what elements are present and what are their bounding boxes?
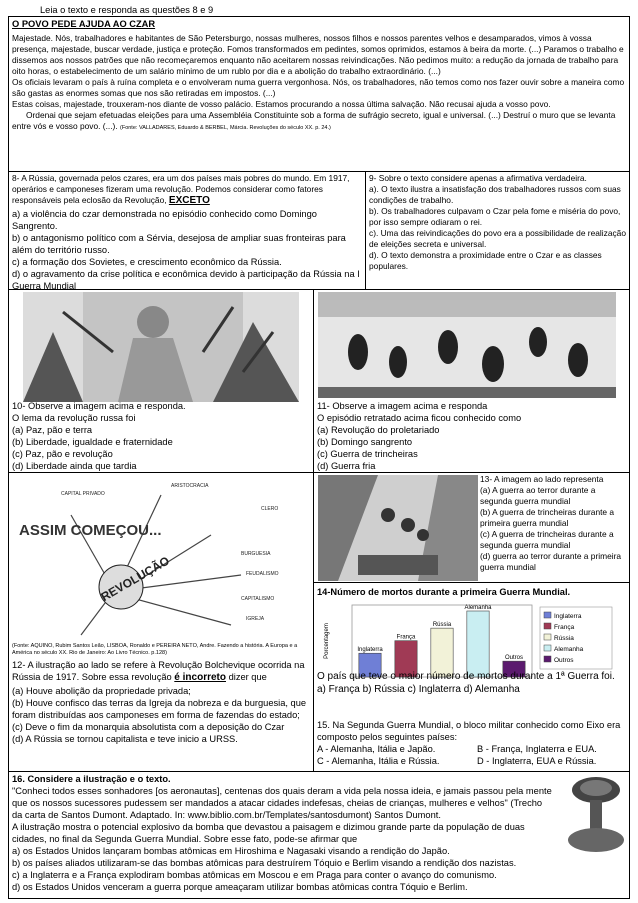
bar-alemanha [467, 611, 489, 677]
legend-label-alemanha: Alemanha [554, 646, 584, 653]
q10-option-d: (d) Liberdade ainda que tardia [12, 461, 137, 471]
cartoon-label-clero: CLERO [261, 506, 279, 512]
text-title: O POVO PEDE AJUDA AO CZAR [12, 19, 156, 29]
cartoon-title: ASSIM COMEÇOU... [19, 522, 162, 539]
q14-question: O país que teve o maior número de mortos durante a 1ª Guerra foi. [317, 671, 615, 682]
q12-option-d: (d) A Rússia se tornou capitalista e teve inicio a URSS. [12, 733, 238, 744]
cartoon-label-aristocracia: ARISTOCRACIA [171, 483, 209, 489]
q11-stem: 11- Observe a imagem acima e responda [317, 401, 488, 411]
legend-swatch-frança [544, 623, 551, 629]
cartoon-label-igreja: IGREJA [246, 616, 265, 622]
bar-label-alemanha: Alemanha [464, 605, 492, 611]
bar-label-rússia: Rússia [432, 622, 452, 629]
q16-statement: A ilustração mostra o potencial explosivo da bomba que devastou a paisagem e dizimou grande parte da população de duas cidades, no final da Segunda Guerra Mundial. Sobre esse fato, pode-se afirmar que [12, 822, 525, 844]
text-paragraph-1: Majestade. Nós, trabalhadores e habitantes de São Petersburgo, nossas mulheres, nossos filhos e nossos parentes velhos e desamparados, vimos à vossa presença, majestade, buscar verdade, justiça e proteção. Fomos transformados em pedintes, somos oprimidos, estamos à beira da morte. (...) Paramos o trabalho e dissemos aos nossos patrões que não recomeçaremos enquanto não aceitarem nossas reivindicações. Não pedimos muito: a redução da jornada de trabalho para oito horas, o estabelecimento de um salário mínimo de um rublo por dia e a abolição do trabalho extraordinário. (...) [12, 33, 624, 76]
q14-options: a) França b) Rússia c) Inglaterra d) Alemanha [317, 683, 520, 695]
q10-box [8, 289, 314, 473]
q9-stem: 9- Sobre o texto considere apenas a afirmativa verdadeira. [369, 173, 587, 183]
text-block [8, 16, 630, 172]
q13-box [313, 472, 630, 583]
text-source: (Fonte: VALLADARES, Eduardo & BERBEL, Márcia. Revoluções do século XX. p. 24.) [120, 125, 331, 131]
cartoon-label-feudalismo: FEUDALISMO [246, 571, 279, 577]
text-paragraph-3: Estas coisas, majestade, trouxeram-nos diante de vosso palácio. Estamos procurando a nossa última salvação. Não recusai ajuda a vosso povo. [12, 99, 551, 109]
q10-stem: 10- Observe a imagem acima e responda. [12, 401, 186, 411]
q9-option-c: c). Uma das reivindicações do povo era a possibilidade de realização de eleições secreta e universal. [369, 228, 626, 249]
q11-box [313, 289, 630, 473]
q8-box [8, 171, 366, 290]
legend-label-inglaterra: Inglaterra [554, 613, 582, 620]
bar-label-frança: França [396, 634, 416, 641]
bar-label-inglaterra: Inglaterra [357, 647, 383, 654]
q13-option-b: (b) A guerra de trincheiras durante a primeira guerra mundial [480, 507, 615, 528]
q13-stem: 13- A imagem ao lado representa [480, 474, 604, 484]
page-header: Leia o texto e responda as questões 8 e 9 [40, 5, 214, 15]
q8-stem: 8- A Rússia, governada pelos czares, era um dos países mais pobres do mundo. Em 1917, operários e camponeses fizeram uma revolução. Podemos considerar como fatores responsáveis pela eclosão da Revolução, EXCETO [12, 173, 350, 206]
cartoon-label-burguesia: BURGUESIA [241, 551, 271, 557]
cartoon-label-capitalismo: CAPITALISMO [241, 596, 275, 602]
q12-option-b: (b) Houve confisco das terras da Igreja da nobreza e da burguesia, que foram distribuídas aos camponeses em forma de fazendas do estado; [12, 697, 307, 720]
q16-option-c: c) a Inglaterra e a França explodiram bombas atômicas em Moscou e em Praga para conter o avanço do comunismo. [12, 870, 497, 880]
revolution-cartoon [11, 475, 311, 643]
q16-option-d: d) os Estados Unidos venceram a guerra porque ameaçaram utilizar bombas atômicas contra Tóquio e Berlim. [12, 882, 468, 892]
y-axis-label: Porcentagem [324, 623, 330, 659]
q16-box [8, 771, 630, 899]
q8-option-c: c) a formação dos Sovietes, e crescimento econômico da Rússia. [12, 256, 282, 267]
q10-option-a: (a) Paz, pão e terra [12, 425, 93, 435]
q12-option-a: (a) Houve abolição da propriedade privada; [12, 685, 191, 696]
q14-title: 14-Número de mortos durante a primeira Guerra Mundial. [317, 587, 571, 597]
legend-label-frança: França [554, 624, 575, 631]
q15-option-c: C - Alemanha, Itália e Rússia. [317, 756, 440, 766]
q8-keyword: EXCETO [168, 195, 210, 206]
text-paragraph-2: Os oficiais levaram o país à ruína completa e o envolveram numa guerra vergonhosa. Nós, os trabalhadores, não temos como nos fazer ouvir sobre a maneira como são gastas as enormes somas que nos são retiradas em impostos. (...) [12, 77, 625, 98]
q9-option-d: d). O texto demonstra a proximidade entre o Czar e as classes populares. [369, 250, 602, 271]
q11-option-c: (c) Guerra de trincheiras [317, 449, 418, 459]
q9-option-a: a). O texto ilustra a insatisfação dos trabalhadores russos com suas condições de trabalho. [369, 184, 621, 205]
cartoon-label-capital: CAPITAL PRIVADO [61, 491, 105, 497]
q16-quote: "Conheci todos esses sonhadores [os aeronautas], centenas dos quais deram a vida pela nossa ideia, e jamais passou pela mente que os nossos sucessores pudessem ser mandados a atacar cidades indefesas, cheias de crianças, mulheres e velhos" (Trecho da carta de Santos Dumont. Adaptado. In: www.biblio.com.br/Templates/santosdumont) Santos Dumont. [12, 786, 552, 820]
q11-question: O episódio retratado acima ficou conhecido como [317, 413, 522, 423]
q9-box [365, 171, 630, 290]
q16-title: 16. Considere a ilustração e o texto. [12, 774, 171, 784]
q15-option-d: D - Inglaterra, EUA e Rússia. [477, 756, 597, 766]
q8-option-b: b) o antagonismo político com a Sérvia, desejosa de ampliar suas fronteiras para além do território russo. [12, 232, 346, 255]
q15-stem: 15. Na Segunda Guerra Mundial, o bloco militar conhecido como Eixo era composto pelos seguintes países: [317, 720, 621, 742]
legend-swatch-alemanha [544, 645, 551, 651]
q10-option-b: (b) Liberdade, igualdade e fraternidade [12, 437, 173, 447]
q11-option-d: (d) Guerra fria [317, 461, 376, 471]
atomic-bomb-image [565, 774, 627, 854]
legend-swatch-rússia [544, 634, 551, 640]
q8-option-a: a) a violência do czar demonstrada no episódio conhecido como Domingo Sangrento. [12, 208, 317, 231]
legend-swatch-inglaterra [544, 612, 551, 618]
revolution-poster-image [23, 292, 299, 402]
q12-keyword: é incorreto [174, 672, 226, 683]
q10-option-c: (c) Paz, pão e revolução [12, 449, 113, 459]
q15-option-a: A - Alemanha, Itália e Japão. [317, 744, 436, 754]
legend-swatch-outros [544, 656, 551, 662]
q13-option-a: (a) A guerra ao terror durante a segunda guerra mundial [480, 485, 596, 506]
q12-stem: 12- A ilustração ao lado se refere à Revolução Bolchevique ocorrida na Rússia de 1917. Sobre essa revolução é incorreto dizer que [12, 660, 305, 683]
q11-option-b: (b) Domingo sangrento [317, 437, 413, 447]
q12-box [8, 472, 314, 772]
q10-question: O lema da revolução russa foi [12, 413, 136, 423]
q9-option-b: b). Os trabalhadores culpavam o Czar pela fome e miséria do povo, por isso sempre odiaram o rei. [369, 206, 621, 227]
q16-option-b: b) os países aliados utilizaram-se das bombas atômicas para destruírem Tóquio e Berlim visando a rendição dos nazistas. [12, 858, 517, 868]
q12-option-c: (c) Deve o fim da monarquia absolutista com a deposição do Czar [12, 721, 285, 732]
q13-option-c: (c) A guerra de trincheiras durante a segunda guerra mundial [480, 529, 614, 550]
legend-label-outros: Outros [554, 657, 574, 664]
q11-option-a: (a) Revolução do proletariado [317, 425, 440, 435]
q13-option-d: (d) guerra ao terror durante a primeira guerra mundial [480, 551, 622, 572]
q16-option-a: a) os Estados Unidos lançaram bombas atômicas em Hiroshima e Nagasaki visando a rendição do Japão. [12, 846, 450, 856]
text-paragraph-4: Ordenai que sejam efetuadas eleições para uma Assembléia Constituinte sob a forma de sufrágio secreto, igual e universal. (...) Destruí o muro que se levanta entre vós e vosso povo. (...). (Fonte: VALLADARES, Eduardo & BERBEL, Márcia. Revoluções do século XX. p. 24.) [12, 110, 616, 131]
bar-label-outros: Outros [504, 655, 524, 662]
bar-rússia [431, 628, 453, 677]
cartoon-source: (Fonte: AQUINO, Rubim Santos Leão, LISBOA, Ronaldo e PEREIRA NETO, Andre. Fazendo a história. A Europa e a América no século XX. Rio de Janeiro: Ao Livro Técnico. p.128) [12, 643, 298, 656]
q8-option-d: d) o agravamento da crise política e econômica devido à participação da Rússia na I Guerra Mundial [12, 268, 360, 291]
q15-option-b: B - França, Inglaterra e EUA. [477, 744, 597, 754]
legend-label-rússia: Rússia [554, 635, 574, 642]
bloody-sunday-photo [318, 292, 616, 398]
q14-box [313, 582, 630, 772]
trench-photo [318, 475, 478, 581]
cartoon-bomb-label: REVOLUÇÃO [98, 553, 172, 605]
